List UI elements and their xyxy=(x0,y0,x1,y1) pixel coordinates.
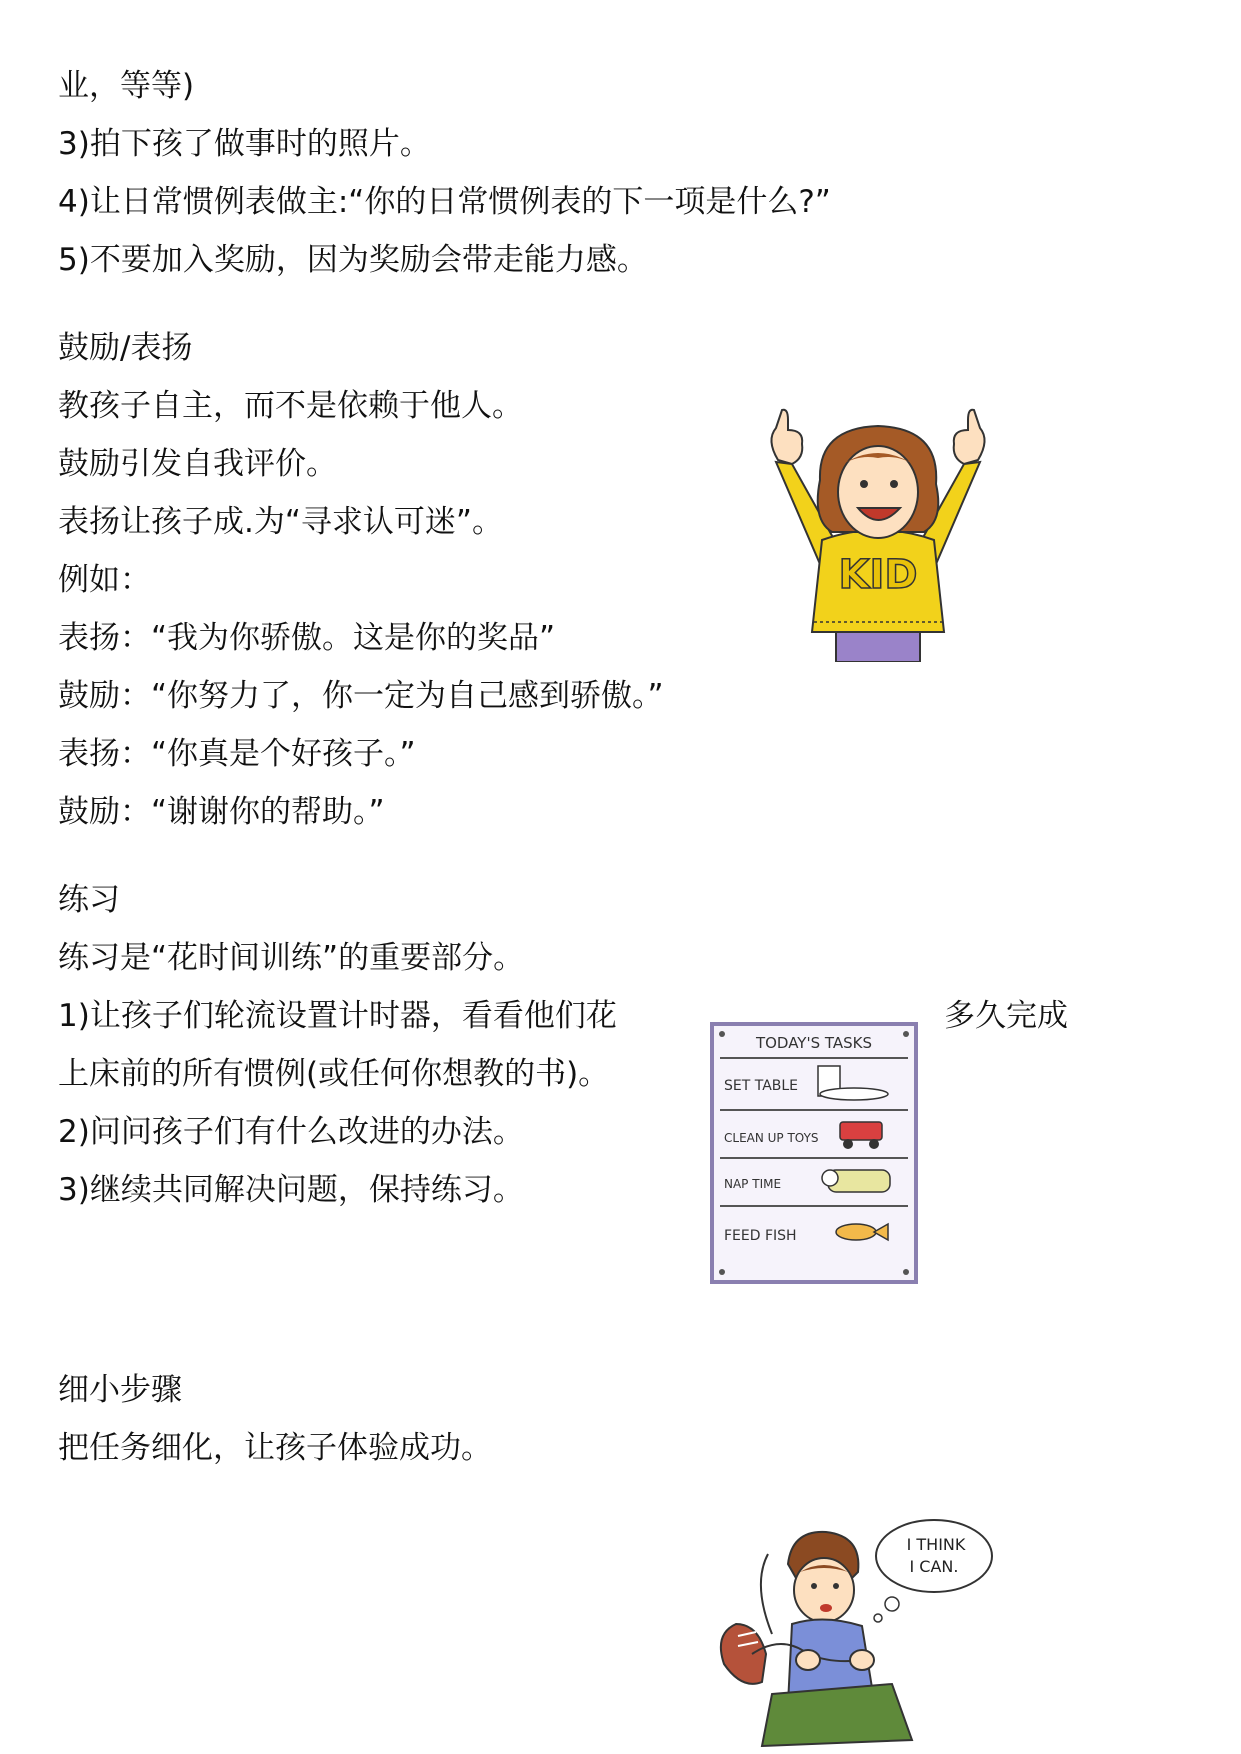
speech-bubble-line1: I THINK xyxy=(906,1535,966,1554)
text-line: 鼓励引发自我评价。 xyxy=(58,446,337,482)
text-line: 练习是“花时间训练”的重要部分。 xyxy=(58,940,525,976)
section-heading-practice: 练习 xyxy=(58,882,120,918)
section-heading-small-steps: 细小步骤 xyxy=(58,1372,182,1408)
sweater-text: KID xyxy=(838,552,918,598)
text-line: 上床前的所有惯例(或任何你想教的书)。 xyxy=(58,1056,610,1092)
kid-cheering-illustration xyxy=(748,400,1008,662)
text-line: 表扬：“我为你骄傲。这是你的奖品” xyxy=(58,620,556,656)
task-item: NAP TIME xyxy=(724,1177,782,1191)
text-line: 4)让日常惯例表做主:“你的日常惯例表的下一项是什么?” xyxy=(58,184,831,220)
task-item: SET TABLE xyxy=(724,1078,799,1094)
task-card-illustration xyxy=(706,1018,928,1290)
text-line: 把任务细化，让孩子体验成功。 xyxy=(58,1430,492,1466)
text-line: 表扬：“你真是个好孩子。” xyxy=(58,736,416,772)
text-line: 业，等等) xyxy=(58,68,195,104)
text-line: 鼓励：“你努力了，你一定为自己感到骄傲。” xyxy=(58,678,664,714)
text-line: 1)让孩子们轮流设置计时器，看看他们花 xyxy=(58,998,617,1034)
text-line: 教孩子自主，而不是依赖于他人。 xyxy=(58,388,523,424)
task-card-title: TODAY'S TASKS xyxy=(755,1034,873,1052)
text-line: 5)不要加入奖励，因为奖励会带走能力感。 xyxy=(58,242,648,278)
text-line: 鼓励：“谢谢你的帮助。” xyxy=(58,794,385,830)
text-line: 例如： xyxy=(58,562,151,598)
text-line: 3)继续共同解决问题，保持练习。 xyxy=(58,1172,524,1208)
text-line: 多久完成 xyxy=(944,998,1068,1034)
text-line: 3)拍下孩了做事时的照片。 xyxy=(58,126,431,162)
task-item: FEED FISH xyxy=(724,1228,797,1244)
text-line: 2)问问孩子们有什么改进的办法。 xyxy=(58,1114,524,1150)
boy-tying-shoe-illustration xyxy=(712,1514,1002,1752)
speech-bubble-line2: I CAN. xyxy=(909,1557,959,1576)
text-line: 表扬让孩子成.为“寻求认可迷”。 xyxy=(58,504,503,540)
section-heading-encourage: 鼓励/表扬 xyxy=(58,330,193,366)
task-item: CLEAN UP TOYS xyxy=(724,1131,819,1145)
